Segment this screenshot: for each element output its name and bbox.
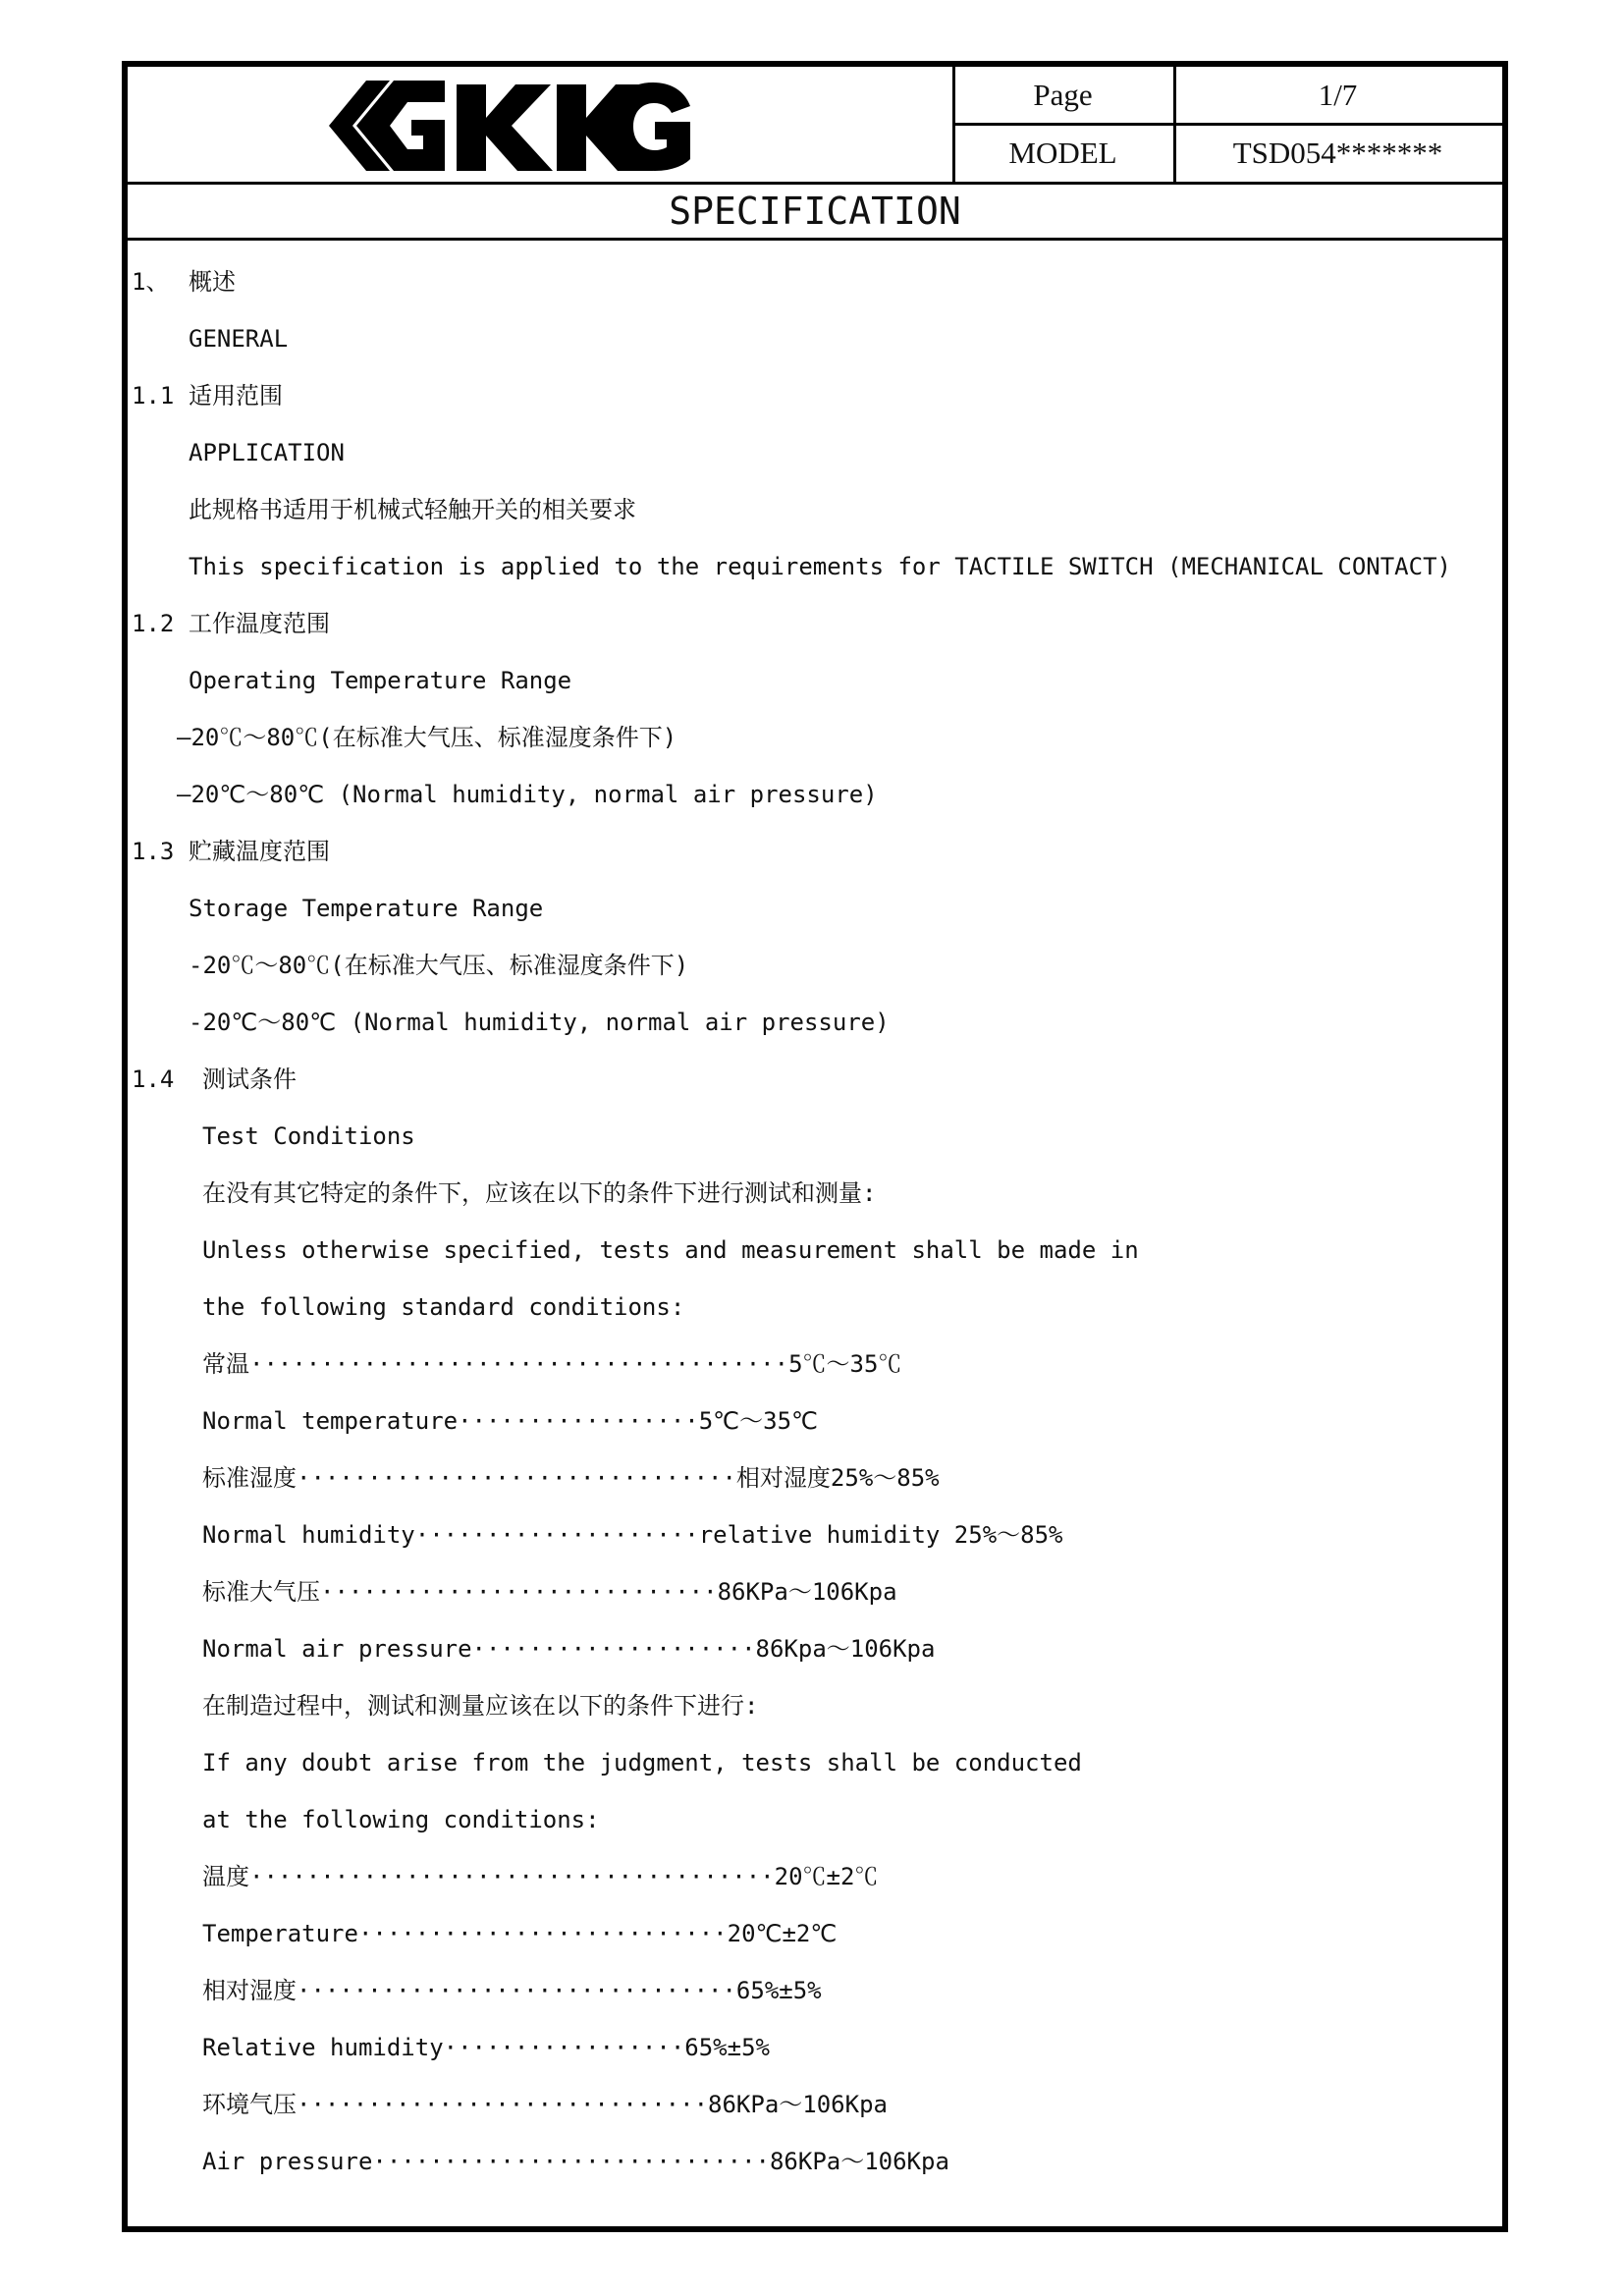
- section-title-en: Operating Temperature Range: [189, 667, 572, 694]
- section-number: 1.1: [132, 382, 175, 410]
- condition-row: 标准湿度·······························相对湿度25%～85%: [202, 1464, 940, 1492]
- section-text-cn: -20℃～80℃(在标准大气压、标准湿度条件下): [189, 952, 689, 979]
- header-meta-table: [952, 67, 1502, 182]
- section-title-cn: 概述: [189, 268, 236, 296]
- condition-row: 温度·····································20℃±2℃: [202, 1863, 879, 1890]
- intro-text-cn: 在没有其它特定的条件下，应该在以下的条件下进行测试和测量:: [202, 1179, 877, 1207]
- section-title-en: Test Conditions: [202, 1122, 415, 1150]
- intro-text-en: Unless otherwise specified, tests and measurement shall be made in: [202, 1236, 1139, 1264]
- condition-row: 常温······································5℃～35℃: [202, 1350, 902, 1378]
- document-frame: [122, 61, 1508, 2232]
- condition-row: 相对湿度·······························65%±5%: [202, 1977, 822, 2004]
- judgment-text-en: If any doubt arise from the judgment, tests shall be conducted: [202, 1749, 1082, 1777]
- condition-row: Normal air pressure····················86Kpa～106Kpa: [202, 1635, 936, 1663]
- section-text-en: -20℃～80℃ (Normal humidity, normal air pressure): [189, 1009, 890, 1036]
- section-title-cn: 贮藏温度范围: [189, 838, 330, 865]
- condition-row: Temperature··························20℃±2℃: [202, 1920, 838, 1947]
- page-label: Page: [1033, 78, 1093, 112]
- section-title-en: Storage Temperature Range: [189, 895, 544, 922]
- section-text-cn: —20℃～80℃(在标准大气压、标准湿度条件下): [177, 724, 677, 751]
- condition-row: Normal humidity····················relative humidity 25%～85%: [202, 1521, 1063, 1549]
- section-number: 1.4: [132, 1066, 175, 1093]
- document-title: SPECIFICATION: [128, 185, 1502, 241]
- section-title-cn: 适用范围: [189, 382, 283, 410]
- section-text-en: —20℃～80℃ (Normal humidity, normal air pressure): [177, 781, 878, 808]
- document-header: [128, 67, 1502, 185]
- section-number: 1、: [132, 268, 170, 296]
- condition-row: 环境气压·····························86KPa～106Kpa: [202, 2091, 888, 2118]
- page-value: 1/7: [1318, 78, 1358, 112]
- section-title-cn: 工作温度范围: [189, 610, 330, 637]
- model-label: MODEL: [1008, 135, 1117, 170]
- condition-row: Relative humidity·················65%±5%: [202, 2034, 770, 2061]
- condition-row: Air pressure····························86KPa～106Kpa: [202, 2148, 949, 2175]
- intro-text-en: the following standard conditions:: [202, 1293, 685, 1321]
- model-value: TSD054*******: [1232, 135, 1443, 170]
- kkg-logo: [329, 81, 692, 171]
- judgment-text-cn: 在制造过程中，测试和测量应该在以下的条件下进行:: [202, 1692, 759, 1720]
- section-title-cn: 测试条件: [202, 1066, 297, 1093]
- condition-row: 标准大气压····························86KPa～106Kpa: [202, 1578, 897, 1606]
- section-title-en: APPLICATION: [189, 439, 345, 466]
- section-number: 1.2: [132, 610, 175, 637]
- section-title-en: GENERAL: [189, 325, 289, 353]
- section-text-en: This specification is applied to the requirements for TACTILE SWITCH (MECHANICAL CONTACT): [189, 553, 1451, 580]
- condition-row: Normal temperature·················5℃～35℃: [202, 1407, 818, 1435]
- judgment-text-en: at the following conditions:: [202, 1806, 600, 1833]
- section-number: 1.3: [132, 838, 175, 865]
- section-text-cn: 此规格书适用于机械式轻触开关的相关要求: [189, 496, 636, 523]
